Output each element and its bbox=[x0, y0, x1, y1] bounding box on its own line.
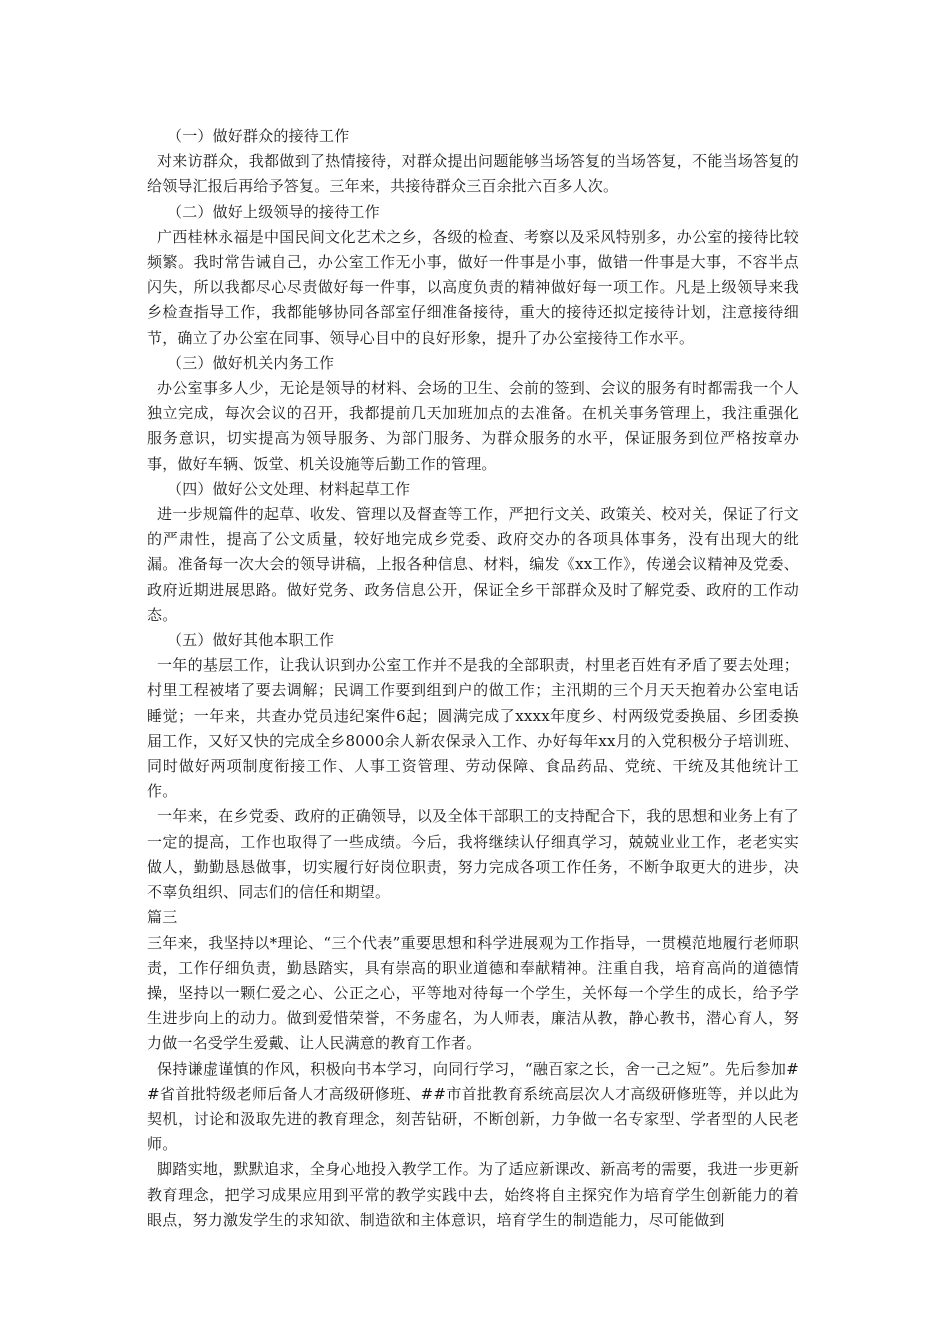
paragraph-other-duties: 一年的基层工作，让我认识到办公室工作并不是我的全部职责，村里老百姓有矛盾了要去处理；村里工程被堵了要去调解；民调工作要到组到户的做工作；主汛期的三个月天天抱着办公室电话睡觉；一年来，共查办党员违纪案件6起；圆满完成了xxxx年度乡、村两级党委换届、乡团委换届工作，又好又快的完成全乡8000余人新农保录入工作、办好每年xx月的入党积极分子培训班、同时做好两项制度衔接工作、人事工资管理、劳动保障、食品药品、党统、干统及其他统计工作。 bbox=[147, 656, 799, 801]
paragraph-summary: 一年来，在乡党委、政府的正确领导，以及全体干部职工的支持配合下，我的思想和业务上有了一定的提高，工作也取得了一些成绩。今后，我将继续认仔细真学习，兢兢业业工作，老老实实做人，勤勤恳恳做事，切实履行好岗位职责，努力完成各项工作任务，不断争取更大的进步，决不辜负组织、同志们的信任和期望。 bbox=[147, 807, 799, 902]
paragraph-internal-affairs: 办公室事多人少，无论是领导的材料、会场的卫生、会前的签到、会议的服务有时都需我一个人独立完成，每次会议的召开，我都提前几天加班加点的去准备。在机关事务管理上，我注重强化服务意识，切实提高为领导服务、为部门服务、为群众服务的水平，保证服务到位严格按章办事，做好车辆、饭堂、机关设施等后勤工作的管理。 bbox=[147, 379, 799, 473]
paragraph-reception-leaders: 广西桂林永福是中国民间文化艺术之乡，各级的检查、考察以及采风特别多，办公室的接待比较频繁。我时常告诫自己，办公室工作无小事，做好一件事是小事，做错一件事是大事，不容半点闪失，所以我都尽心尽责做好每一件事，以高度负责的精神做好每一项工作。凡是上级领导来我乡检查指导工作，我都能够协同各部室仔细准备接待，重大的接待还拟定接待计划，注意接待细节，确立了办公室在同事、领导心目中的良好形象，提升了办公室接待工作水平。 bbox=[147, 227, 799, 347]
paragraph-teaching-work: 脚踏实地，默默追求，全身心地投入教学工作。为了适应新课改、新高考的需要，我进一步更新教育理念，把学习成果应用到平常的教学实践中去，始终将自主探究作为培育学生创新能力的着眼点，努力激发学生的求知欲、制造欲和主体意识，培育学生的制造能力，尽可能做到 bbox=[147, 1160, 799, 1229]
section-heading-internal-affairs: （三）做好机关内务工作 bbox=[167, 353, 335, 372]
paragraph-document-handling: 进一步规篇件的起草、收发、管理以及督查等工作，严把行文关、政策关、校对关，保证了行文的严肃性，提高了公文质量，较好地完成乡党委、政府交办的各项具体事务，没有出现大的纰漏。准备每一次大会的领导讲稿，上报各种信息、材料，编发《xx工作》，传递会议精神及党委、政府近期进展思路。做好党务、政务信息公开，保证全乡干部群众及时了解党委、政府的工作动态。 bbox=[147, 505, 799, 624]
section-heading-reception-leaders: （二）做好上级领导的接待工作 bbox=[167, 202, 380, 221]
paragraph-teacher-duties: 三年来，我坚持以*理论、“三个代表”重要思想和科学进展观为工作指导，一贯模范地履行老师职责，工作仔细负责，勤恳踏实，具有崇高的职业道德和奉献精神。注重自我，培育高尚的道德情操，坚持以一颗仁爱之心、公正之心，平等地对待每一个学生，关怀每一个学生的成长，给予学生进步向上的动力。做到爱惜荣誉，不务虚名，为人师表，廉洁从教，静心教书，潜心育人，努力做一名受学生爱戴、让人民满意的教育工作者。 bbox=[147, 933, 799, 1053]
document-body bbox=[147, 124, 799, 1233]
section-heading-document-handling: （四）做好公文处理、材料起草工作 bbox=[167, 479, 411, 498]
paragraph-reception-public: 对来访群众，我都做到了热情接待，对群众提出问题能够当场答复的当场答复，不能当场答复的给领导汇报后再给予答复。三年来，共接待群众三百余批六百多人次。 bbox=[147, 152, 799, 196]
section-heading-other-duties: （五）做好其他本职工作 bbox=[167, 631, 335, 650]
paragraph-learning: 保持谦虚谨慎的作风，积极向书本学习，向同行学习，“融百家之长，舍一己之短”。先后参加##省首批特级老师后备人才高级研修班、##市首批教育系统高层次人才高级研修班等，并以此为契机，讨论和汲取先进的教育理念，刻苦钻研，不断创新，力争做一名专家型、学者型的人民老师。 bbox=[147, 1059, 799, 1154]
section-title-part-three: 篇三 bbox=[147, 908, 178, 927]
section-heading-reception-public: （一）做好群众的接待工作 bbox=[167, 127, 350, 145]
